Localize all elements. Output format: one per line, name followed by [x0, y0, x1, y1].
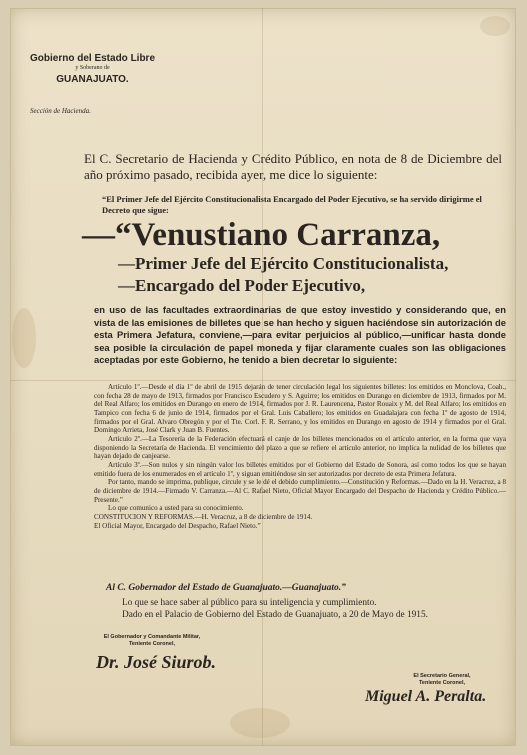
left-signatory-title-2: Teniente Coronel, — [128, 641, 176, 647]
left-signatory-titles — [92, 634, 212, 648]
title-line-2: —Encargado del Poder Ejecutivo, — [118, 276, 366, 295]
paper-stain — [12, 308, 36, 368]
notice-line-1: Lo que se hace saber al público para su inteligencia y cumplimiento. — [122, 598, 377, 608]
main-paragraph: en uso de las facultades extraordinarias de que estoy investido y considerando que, en vista de las emisiones de billetes que se han hecho y siguen haciéndose sin autorización de esta Primera Jefatura, conviene,—para evitar perjuicios al público,—unificar hasta donde sea posible la circulación de papel moneda y fijar claramente cuales son las obligaciones aceptadas por este Gobierno, he tenido a bien decretar lo siguiente: — [94, 304, 506, 366]
right-signatory-titles — [386, 673, 498, 687]
governor-address: Al C. Gobernador del Estado de Guanajuato.—Guanajuato.” — [106, 583, 346, 593]
decree-closing: Por tanto, mando se imprima, publique, circule y se le dé el debido cumplimiento.—Constitución y Reformas.—Dado en la H. Veracruz, a 8 de diciembre de 1914.—Firmado V. Carranza.—Al C. Rafael Nieto, Oficial Mayor Encargado del Despacho de Hacienda y Crédito Público.—Presente.” — [94, 478, 506, 504]
quote-intro: “El Primer Jefe del Ejército Constitucionalista Encargado del Poder Ejecutivo, se ha servido dirigirme el Decreto que sigue: — [102, 194, 482, 215]
articles-block — [94, 383, 506, 530]
right-signatory-title-1: El Secretario General, — [413, 673, 471, 679]
right-signatory-name: Miguel A. Peralta. — [365, 688, 487, 705]
article-1: Artículo 1º.—Desde el día 1º de abril de 1915 dejarán de tener circulación legal los siguientes billetes: los emitidos en Monclova, Coah., con fecha 28 de mayo de 1913, firmados por Francisco Escudero y S. Aguirre; los emitidos en Durango en diciembre de 1913, firmados por M. del Real Alfaro; los emitidos en Durango en enero de 1914, firmados por J. R. Laurencena, Pastor Rouaix y M. del Real Alfaro; los emitidos en Tampico con fecha 6 de junio de 1914, firmados por el Gral. Luis Caballero; los emitidos en Guadalajara con fecha 1º de agosto de 1914, firmados por el Gral. Alvaro Obregón y por el Tte. Corl. F. R. Serrano, y los emitidos en Durango en agosto de 1914 y firmados por el Gral. Domingo Arrieta, José Clark y Juan B. Fuentes. — [94, 383, 506, 435]
fold-line-horizontal — [10, 380, 516, 381]
paper-stain — [480, 16, 510, 36]
document-sheet — [10, 8, 516, 746]
officer-line: El Oficial Mayor, Encargado del Despacho, Rafael Nieto.” — [94, 521, 261, 530]
notice-block — [122, 598, 512, 621]
intro-paragraph: El C. Secretario de Hacienda y Crédito Público, en nota de 8 de Diciembre del año próximo pasado, recibida ayer, me dice lo siguiente: — [84, 151, 502, 182]
right-signatory-title-2: Teniente Coronel, — [418, 680, 466, 686]
header-sovereign: y Soberano de — [75, 65, 110, 71]
article-2: Artículo 2º.—La Tesorería de la Federación efectuará el canje de los billetes mencionados en el artículo anterior, en la forma que vaya disponiendo la Secretaría de Hacienda. El vencimiento del plazo a que se refiere el artículo anterior, no implica la nulidad de los billetes que hayan dejado de canjearse. — [94, 434, 506, 461]
left-signatory-title-1: El Gobernador y Comandante Militar, — [103, 634, 201, 640]
communication-line: Lo que comunico a usted para su conocimiento. — [108, 504, 244, 513]
header-government: Gobierno del Estado Libre — [30, 53, 156, 64]
notice-line-2: Dado en el Palacio de Gobierno del Estado de Guanajuato, a 20 de Mayo de 1915. — [122, 609, 428, 620]
section-label: Sección de Hacienda. — [30, 107, 91, 115]
title-line-1: —Primer Jefe del Ejército Constitucionalista, — [118, 254, 449, 273]
constitution-line: CONSTITUCION Y REFORMAS.—H. Veracruz, a 8 de diciembre de 1914. — [94, 512, 313, 521]
paper-stain — [230, 708, 290, 738]
fold-line-vertical — [262, 8, 263, 746]
article-3: Artículo 3º.—Son nulos y sin ningún valor los billetes emitidos por el Gobierno del Estado de Sonora, así como todos los que se hayan emitido fuera de los enumerados en el artículo 1º, y siguan emitiéndose sin ser autorizados por decreto de esta Primera Jefatura. — [94, 460, 506, 478]
left-signatory-name: Dr. José Siurob. — [96, 652, 217, 672]
decree-title: —“Venustiano Carranza, — [82, 217, 441, 253]
header-state-name: GUANAJUATO. — [56, 74, 129, 85]
